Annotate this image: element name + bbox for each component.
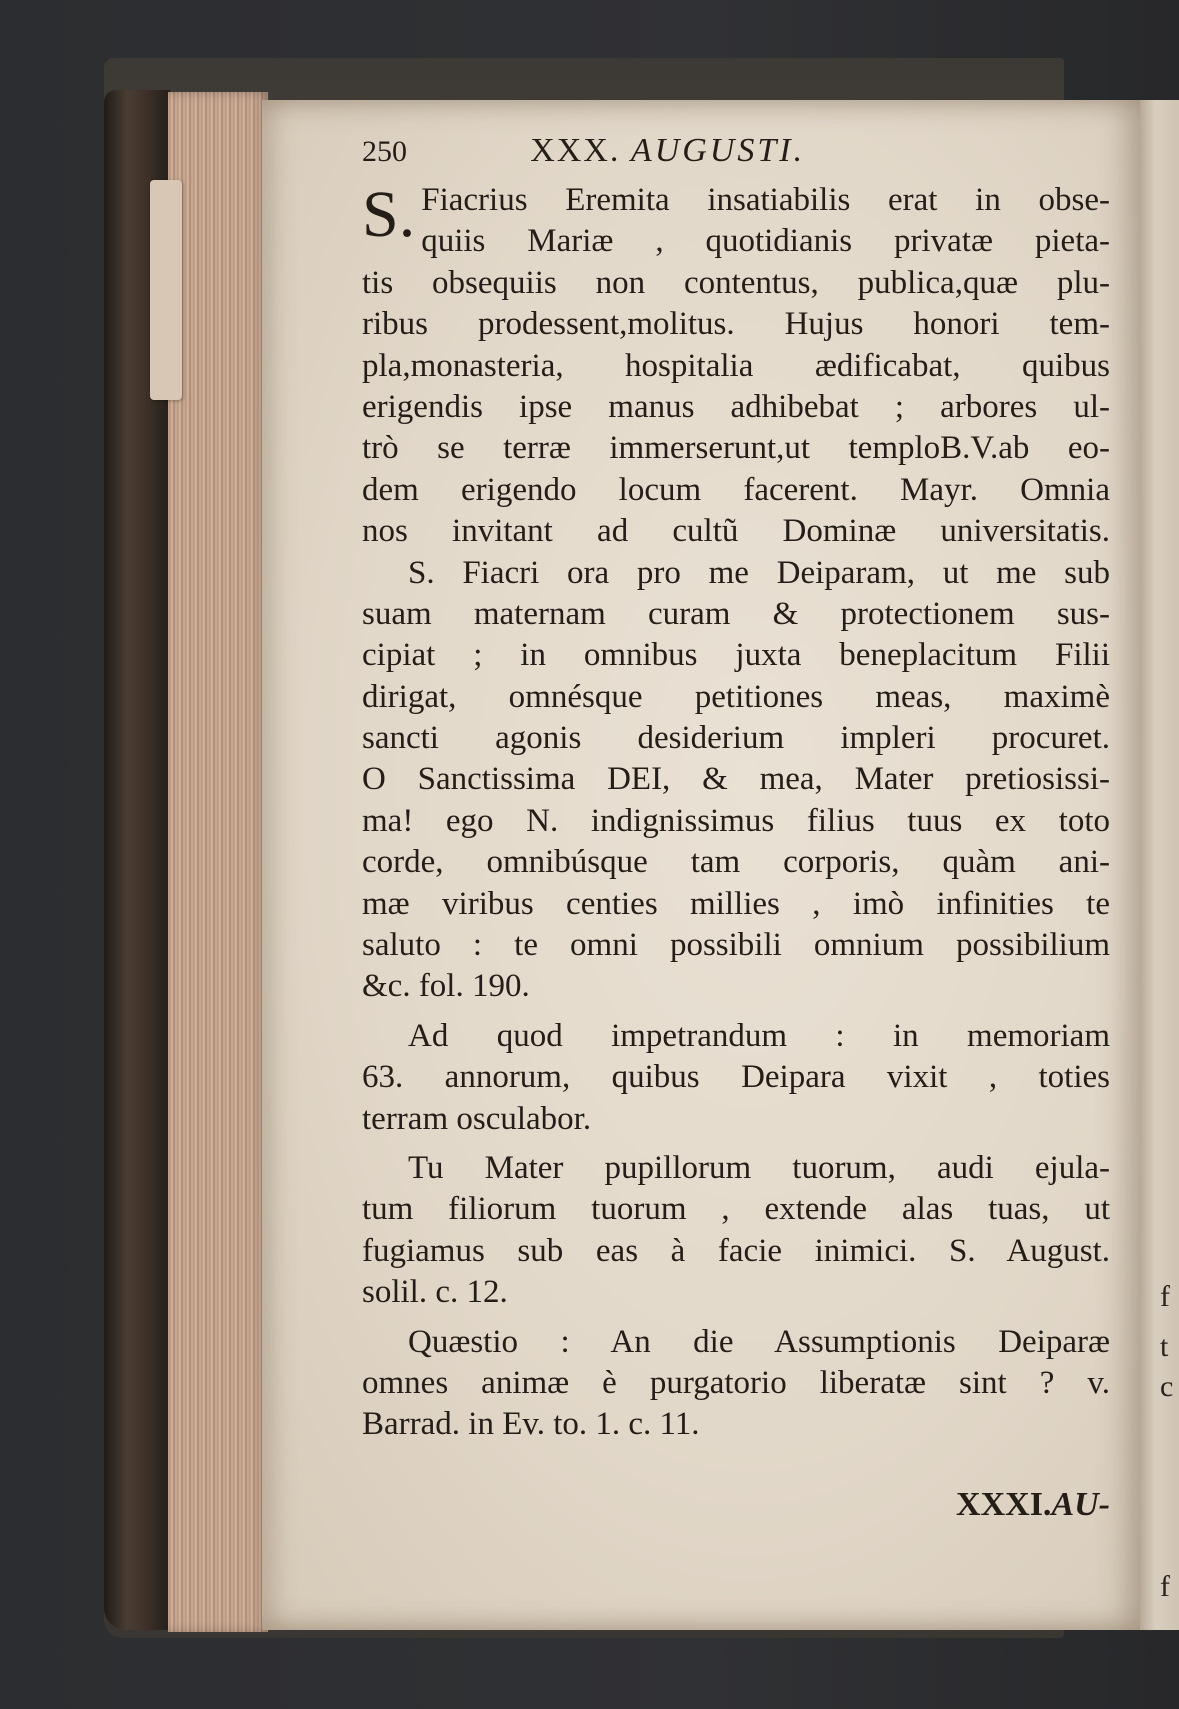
header-title — [530, 130, 805, 171]
text-line: suam maternam curam & protectionem sus- — [362, 595, 1110, 632]
page-tab-marker — [150, 180, 182, 400]
facing-page-fragment: f — [1160, 1570, 1170, 1603]
page-number: 250 — [362, 135, 407, 168]
text-line: trò se terræ immerserunt,ut temploB.V.ab eo- — [362, 430, 1110, 467]
text-line: dem erigendo locum facerent. Mayr. Omnia — [362, 471, 1110, 508]
drop-cap: S. — [362, 178, 416, 251]
text-line: erigendis ipse manus adhibebat ; arbores ul- — [362, 388, 1110, 425]
text-line: Barrad. in Ev. to. 1. c. 11. — [362, 1406, 700, 1443]
text-line: pla,monasteria, hospitalia ædificabat, quibus — [362, 347, 1110, 384]
text-line: O Sanctissima DEI, & mea, Mater pretiosissi- — [362, 761, 1110, 798]
text-line: 63. annorum, quibus Deipara vixit , toties — [362, 1059, 1110, 1096]
text-line: tis obsequiis non contentus, publica,quæ plu- — [362, 264, 1110, 301]
paragraph-gap — [362, 1314, 1110, 1322]
facing-page-edge — [1140, 100, 1179, 1630]
text-line: Quæstio : An die Assumptionis Deiparæ — [408, 1323, 1110, 1360]
text-line: dirigat, omnésque petitiones meas, maximè — [362, 678, 1110, 715]
running-header — [362, 130, 1110, 180]
paragraph-3 — [362, 1016, 1110, 1140]
facing-page-fragment: c — [1160, 1370, 1174, 1403]
text-line: quiis Mariæ , quotidianis privatæ pieta- — [421, 223, 1110, 260]
text-line: corde, omnibúsque tam corporis, quàm ani- — [362, 844, 1110, 881]
catchword — [362, 1484, 1110, 1525]
text-line: saluto : te omni possibili omnium possibilium — [362, 927, 1110, 964]
page-block-edge — [168, 92, 268, 1632]
text-line: tum filiorum tuorum , extende alas tuas, ut — [362, 1191, 1110, 1228]
text-line: cipiat ; in omnibus juxta beneplacitum Filii — [362, 637, 1110, 674]
paragraph-gap — [362, 1140, 1110, 1148]
text-line: nos invitant ad cultũ Dominæ universitatis. — [362, 513, 1110, 550]
text-line: sancti agonis desiderium impleri procuret. — [362, 720, 1110, 757]
paragraph-2 — [362, 553, 1110, 1008]
text-line: ribus prodessent,molitus. Hujus honori tem- — [362, 306, 1110, 343]
text-line: mæ viribus centies millies , imò infinities te — [362, 885, 1110, 922]
text-line: Fiacrius Eremita insatiabilis erat in obse- — [421, 182, 1110, 218]
facing-page-fragment: t — [1160, 1330, 1169, 1363]
catchword-italic: AU- — [1051, 1485, 1110, 1523]
text-line: S. Fiacri ora pro me Deiparam, ut me sub — [408, 554, 1110, 591]
catchword-roman: XXXI. — [956, 1485, 1052, 1523]
text-line: fugiamus sub eas à facie inimici. S. August. — [362, 1232, 1110, 1269]
paragraph-gap — [362, 1008, 1110, 1016]
facing-page-fragment: f — [1160, 1280, 1170, 1313]
text-line: omnes animæ è purgatorio liberatæ sint ? v. — [362, 1364, 1110, 1401]
page-text — [362, 130, 1110, 1525]
text-line: ma! ego N. indignissimus filius tuus ex toto — [362, 802, 1110, 839]
text-line: solil. c. 12. — [362, 1274, 508, 1311]
header-title-italic: AUGUSTI. — [630, 132, 806, 169]
paragraph-1 — [362, 180, 1110, 553]
header-title-roman: XXX. — [530, 132, 621, 169]
text-line: terram osculabor. — [362, 1100, 592, 1137]
paragraph-5 — [362, 1322, 1110, 1446]
paragraph-4 — [362, 1148, 1110, 1314]
text-line: Ad quod impetrandum : in memoriam — [408, 1017, 1110, 1054]
text-line: Tu Mater pupillorum tuorum, audi ejula- — [408, 1149, 1110, 1186]
text-line: &c. fol. 190. — [362, 968, 530, 1005]
